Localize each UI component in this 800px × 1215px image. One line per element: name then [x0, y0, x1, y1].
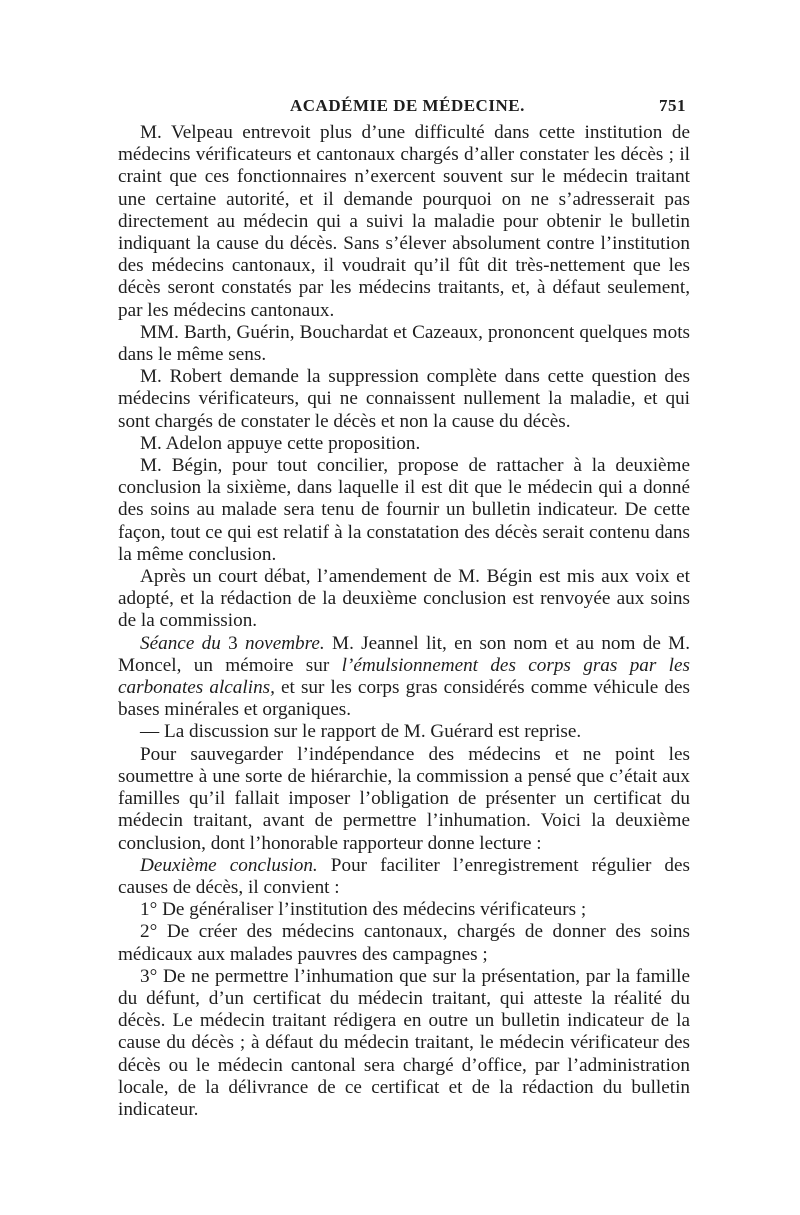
text-run: Après un court débat, l’amendement de M. Bégin est mis aux voix et adopté, et la rédaction de la deuxième conclusion est renvoyée aux soins de la commission. — [118, 566, 690, 632]
text-run: M. Jeannel lit, en son nom et au nom de M. Moncel, un mémoire sur — [118, 632, 690, 676]
paragraph — [118, 455, 690, 566]
italic-run: Séance du — [140, 632, 221, 654]
paragraph — [118, 966, 690, 1121]
text-run: — La discussion sur le rapport de M. Guérard est reprise. — [140, 721, 582, 743]
italic-run: Deuxième conclusion. — [140, 854, 318, 876]
italic-run: novembre. — [244, 632, 325, 654]
paragraph — [118, 122, 690, 322]
text-run: MM. Barth, Guérin, Bouchardat et Cazeaux, prononcent quelques mots dans le même sens. — [118, 321, 690, 366]
paragraph — [118, 566, 690, 633]
text-run: Pour faciliter l’enregistrement régulier des causes de décès, il convient : — [118, 854, 690, 898]
running-title: ACADÉMIE DE MÉDECINE. — [290, 96, 525, 115]
body-text — [118, 122, 690, 1121]
document-page — [118, 96, 690, 1121]
paragraph — [118, 721, 690, 743]
paragraph — [118, 899, 690, 921]
text-run: M. Velpeau entrevoit plus d’une difficulté dans cette institution de médecins vérificateurs et cantonaux chargés d’aller constater les décès ; il craint que ces fonctionnaires n’exercent souvent sur le médecin traitant une certaine autorité, et il demande pourquoi on ne s’adresserait pas directement au médecin qui a suivi la maladie pour obtenir le bulletin indiquant la cause du décès. Sans s’élever absolument contre l’institution des médecins cantonaux, il voudrait qu’il fût dit très-nettement que les décès seront constatés par les médecins traitants, et, à défaut seulement, par les médecins cantonaux. — [118, 122, 690, 321]
paragraph — [118, 366, 690, 433]
text-run: 1° De généraliser l’institution des médecins vérificateurs ; — [140, 899, 587, 921]
text-run: 3° De ne permettre l’inhumation que sur la présentation, par la famille du défunt, d’un certificat du médecin traitant, qui atteste la réalité du décès. Le médecin traitant rédigera en outre un bulletin indicateur de la cause du décès ; à défaut du médecin traitant, le médecin vérificateur des décès ou le médecin cantonal sera chargé d’office, par l’administration locale, de la délivrance de ce certificat et de la rédaction du bulletin indicateur. — [118, 965, 690, 1120]
italic-run: l’émulsionnement des corps gras par les carbonates alcalins, — [118, 654, 690, 699]
text-run: M. Robert demande la suppression complète dans cette question des médecins vérificateurs, qui ne connaissent nullement la maladie, et qui sont chargés de constater le décès et non la cause du décès. — [118, 366, 690, 432]
running-header — [118, 96, 690, 122]
text-run: M. Bégin, pour tout concilier, propose de rattacher à la deuxième conclusion la sixième, dans laquelle il est dit que le médecin qui a donné des soins au malade sera tenu de fournir un bulletin indicateur. De cette façon, tout ce qui est relatif à la constatation des décès serait contenu dans la même conclusion. — [118, 455, 690, 565]
paragraph — [118, 744, 690, 855]
text-run: 3 — [220, 632, 245, 654]
text-run: M. Adelon appuye cette proposition. — [140, 432, 421, 454]
paragraph — [118, 633, 690, 722]
paragraph — [118, 855, 690, 899]
paragraph — [118, 433, 690, 455]
paragraph — [118, 921, 690, 965]
paragraph — [118, 322, 690, 366]
page-number: 751 — [659, 96, 686, 115]
text-run: 2° De créer des médecins cantonaux, chargés de donner des soins médicaux aux malades pauvres des campagnes ; — [118, 921, 690, 965]
text-run: Pour sauvegarder l’indépendance des médecins et ne point les soumettre à une sorte de hiérarchie, la commission a pensé que c’était aux familles qu’il fallait imposer l’obligation de présenter un certificat du médecin traitant, avant de permettre l’inhumation. Voici la deuxième conclusion, dont l’honorable rapporteur donne lecture : — [118, 743, 690, 854]
text-run: et sur les corps gras considérés comme véhicule des bases minérales et organiques. — [118, 677, 690, 721]
